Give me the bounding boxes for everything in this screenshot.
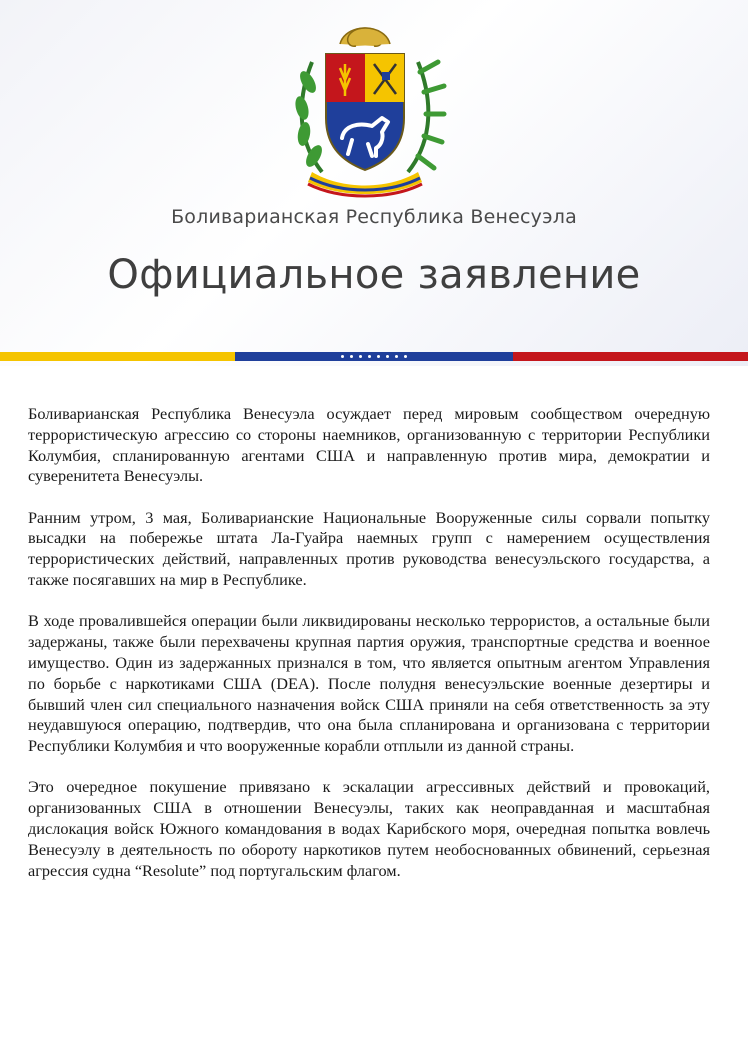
country-name: Боливарианская Республика Венесуэла <box>171 206 577 228</box>
star-icon <box>404 355 407 358</box>
star-icon <box>341 355 344 358</box>
flag-red-stripe <box>513 352 748 361</box>
letterhead <box>0 0 748 366</box>
flag-blue-stripe <box>235 352 513 361</box>
statement-paragraph: Боливарианская Республика Венесуэла осуждает перед мировым сообществом очередную террористическую агрессию со стороны наемников, организованную с территории Республики Колумбия, спланированную агентами США и направленную против мира, демократии и суверенитета Венесуэлы. <box>28 404 710 486</box>
star-icon <box>350 355 353 358</box>
star-icon <box>395 355 398 358</box>
star-icon <box>386 355 389 358</box>
statement-paragraph: В ходе провалившейся операции были ликвидированы несколько террористов, а остальные были задержаны, также были перехвачены крупная партия оружия, транспортные средства и военное имущество. Один из задержанных признался в том, что является опытным агентом Управления по борьбе с наркотиками США (DEA). После полудня венесуэльские военные дезертиры и бывший член сил специального назначения войск США приняли на себя ответственность за эту неудавшуюся операцию, подтвердив, что она была спланирована и организована с территории Республики Колумбия и что вооруженные корабли отплыли из данной страны. <box>28 611 710 756</box>
star-icon <box>377 355 380 358</box>
venezuela-flag-stripe <box>0 352 748 361</box>
venezuela-coat-of-arms-icon <box>282 22 448 198</box>
statement-paragraph: Ранним утром, 3 мая, Боливарианские Национальные Вооруженные силы сорвали попытку высадки на побережье штата Ла-Гуайра наемных групп с намерением осуществления террористических действий, направленных против руководства венесуэльского государства, а также посягавших на мир в Республике. <box>28 507 710 590</box>
star-icon <box>368 355 371 358</box>
document-title: Официальное заявление <box>107 252 641 298</box>
statement-body <box>28 404 710 902</box>
flag-yellow-stripe <box>0 352 235 361</box>
statement-paragraph: Это очередное покушение привязано к эскалации агрессивных действий и провокаций, организованных США в отношении Венесуэлы, таких как неоправданная и масштабная дислокация войск Южного командования в водах Карибского моря, очередная попытка вовлечь Венесуэлу в деятельность по обороту наркотиков путем необоснованных обвинений, серьезная агрессия судна “Resolute” под португальским флагом. <box>28 777 710 880</box>
star-icon <box>359 355 362 358</box>
